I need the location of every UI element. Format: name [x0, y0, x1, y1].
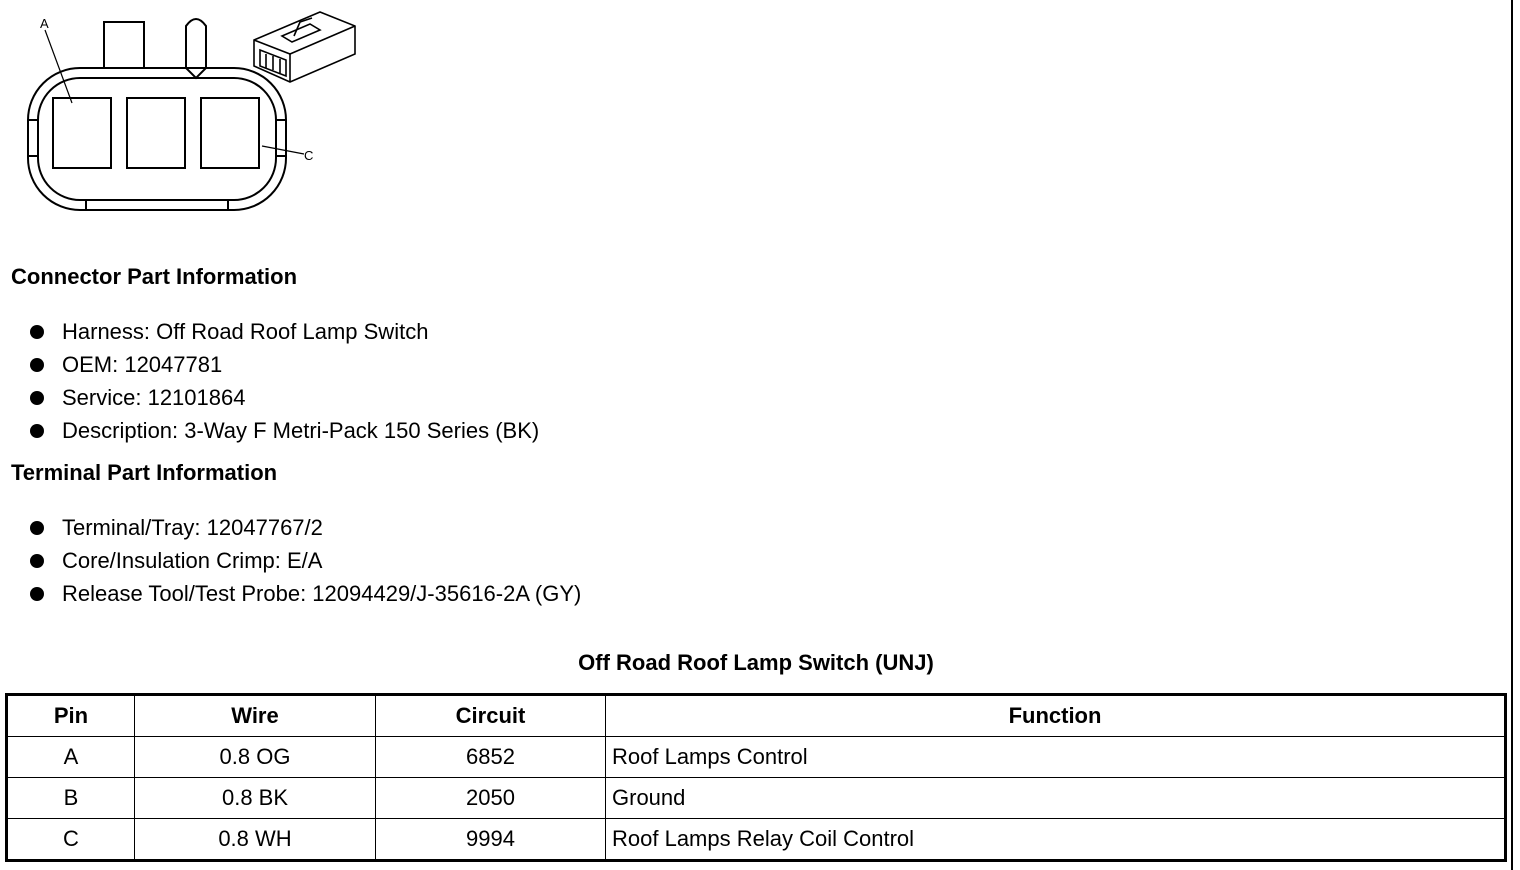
header-function: Function: [606, 695, 1506, 737]
connector-part-list: [27, 315, 539, 447]
bullet-icon: [30, 424, 44, 438]
cell-pin: C: [7, 819, 135, 861]
cavity-a: [53, 98, 111, 168]
cell-wire: 0.8 OG: [135, 737, 376, 778]
bullet-icon: [30, 521, 44, 535]
bullet-icon: [30, 587, 44, 601]
header-circuit: Circuit: [376, 695, 606, 737]
table-row: [7, 737, 1506, 778]
table-row: [7, 778, 1506, 819]
bullet-icon: [30, 554, 44, 568]
list-item: Harness: Off Road Roof Lamp Switch: [27, 315, 539, 348]
list-item: Release Tool/Test Probe: 12094429/J-35616-2A (GY): [27, 577, 581, 610]
header-wire: Wire: [135, 695, 376, 737]
bullet-icon: [30, 391, 44, 405]
list-item: Service: 12101864: [27, 381, 539, 414]
cell-pin: B: [7, 778, 135, 819]
terminal-part-list: [27, 511, 581, 610]
cell-pin: A: [7, 737, 135, 778]
cell-function: Roof Lamps Relay Coil Control: [606, 819, 1506, 861]
connector-diagram: [20, 8, 370, 218]
pin-label-a: A: [40, 16, 49, 31]
table-title: Off Road Roof Lamp Switch (UNJ): [578, 650, 934, 675]
pin-label-c: C: [304, 148, 314, 163]
bullet-icon: [30, 358, 44, 372]
cell-wire: 0.8 WH: [135, 819, 376, 861]
list-item: Terminal/Tray: 12047767/2: [27, 511, 581, 544]
cell-function: Roof Lamps Control: [606, 737, 1506, 778]
cavity-c: [201, 98, 259, 168]
header-pin: Pin: [7, 695, 135, 737]
lock-tab: [104, 22, 144, 68]
table-header-row: [7, 695, 1506, 737]
connector-housing-inner: [38, 78, 276, 200]
cell-circuit: 6852: [376, 737, 606, 778]
terminal-part-heading: Terminal Part Information: [11, 460, 278, 485]
cell-wire: 0.8 BK: [135, 778, 376, 819]
bullet-icon: [30, 325, 44, 339]
cavity-b: [127, 98, 185, 168]
polarization-key: [186, 19, 206, 78]
connector-isometric-icon: [254, 12, 355, 82]
page-right-border: [1511, 0, 1513, 870]
list-item: Description: 3-Way F Metri-Pack 150 Series (BK): [27, 414, 539, 447]
pinout-table: [5, 693, 1507, 862]
list-item: OEM: 12047781: [27, 348, 539, 381]
table-row: [7, 819, 1506, 861]
connector-part-heading: Connector Part Information: [11, 264, 298, 289]
cell-function: Ground: [606, 778, 1506, 819]
cell-circuit: 2050: [376, 778, 606, 819]
list-item: Core/Insulation Crimp: E/A: [27, 544, 581, 577]
cell-circuit: 9994: [376, 819, 606, 861]
